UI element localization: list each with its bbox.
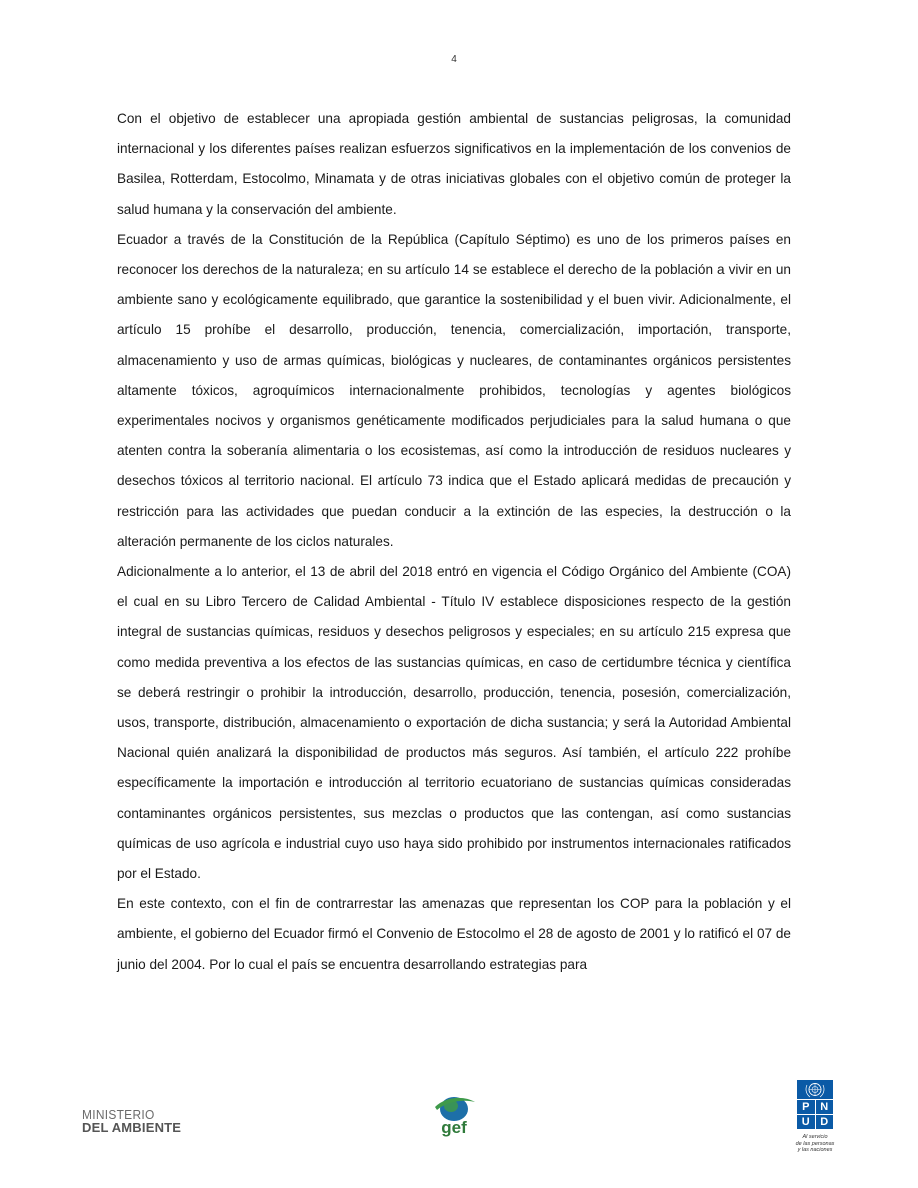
undp-letter-grid (797, 1100, 833, 1129)
undp-tagline (795, 1134, 835, 1154)
undp-letter-d: D (816, 1115, 834, 1129)
undp-letter-n: N (816, 1100, 834, 1114)
ministerio-logo-line1: MINISTERIO (82, 1107, 155, 1122)
paragraph-1: Con el objetivo de establecer una apropiada gestión ambiental de sustancias peligrosas, la comunidad internacional y los diferentes países realizan esfuerzos significativos en la implementación de los convenios de Basilea, Rotterdam, Estocolmo, Minamata y de otras iniciativas globales con el objetivo común de proteger la salud humana y la conservación del ambiente. (117, 111, 791, 217)
paragraph-4: En este contexto, con el fin de contrarrestar las amenazas que representan los COP para la población y el ambiente, el gobierno del Ecuador firmó el Convenio de Estocolmo el 28 de agosto de 2001 y lo ratificó el 07 de junio del 2004. Por lo cual el país se encuentra desarrollando estrategias para (117, 896, 791, 972)
gef-logo (431, 1093, 477, 1143)
undp-tagline-line2: de las personas (795, 1140, 835, 1147)
undp-letter-p: P (797, 1100, 815, 1114)
ministerio-logo (82, 1108, 181, 1134)
gef-logo-text: gef (441, 1118, 467, 1137)
undp-logo (797, 1080, 833, 1154)
page-footer (0, 1075, 918, 1185)
ministerio-logo-line2: DEL AMBIENTE (82, 1120, 182, 1135)
undp-tagline-line3: y las naciones (797, 1147, 833, 1153)
body-text (117, 104, 791, 980)
paragraph-3: Adicionalmente a lo anterior, el 13 de abril del 2018 entró en vigencia el Código Orgánico del Ambiente (COA) el cual en su Libro Tercero de Calidad Ambiental - Título IV establece disposiciones respecto de la gestión integral de sustancias químicas, residuos y desechos peligrosos y especiales; en su artículo 215 expresa que como medida preventiva a los efectos de las sustancias químicas, en caso de certidumbre técnica y científica se deberá restringir o prohibir la introducción, desarrollo, producción, tenencia, posesión, comercialización, usos, transporte, distribución, almacenamiento o exportación de dicha sustancia; y será la Autoridad Ambiental Nacional quién analizará la disponibilidad de productos más seguros. Así también, el artículo 222 prohíbe específicamente la importación e introducción al territorio ecuatoriano de sustancias químicas consideradas contaminantes orgánicos persistentes, sus mezclas o productos que las contengan, así como sustancias químicas de uso agrícola e industrial cuyo uso haya sido prohibido por instrumentos internacionales ratificados por el Estado. (117, 564, 791, 882)
paragraph-2: Ecuador a través de la Constitución de la República (Capítulo Séptimo) es uno de los primeros países en reconocer los derechos de la naturaleza; en su artículo 14 se establece el derecho de la población a vivir en un ambiente sano y ecológicamente equilibrado, que garantice la sostenibilidad y el buen vivir. Adicionalmente, el artículo 15 prohíbe el desarrollo, producción, tenencia, comercialización, importación, transporte, almacenamiento y uso de armas químicas, biológicas y nucleares, de contaminantes orgánicos persistentes altamente tóxicos, agroquímicos internacionalmente prohibidos, tecnologías y agentes biológicos experimentales nocivos y organismos genéticamente modificados perjudiciales para la salud humana o que atenten contra la soberanía alimentaria o los ecosistemas, así como la introducción de residuos nucleares y desechos tóxicos al territorio nacional. El artículo 73 indica que el Estado aplicará medidas de precaución y restricción para las actividades que puedan conducir a la extinción de las especies, la destrucción o la alteración permanente de los ciclos naturales. (117, 231, 791, 549)
undp-emblem-box (797, 1080, 833, 1099)
un-emblem-icon (797, 1080, 833, 1099)
page-number: 4 (451, 54, 457, 65)
undp-letter-u: U (797, 1115, 815, 1129)
undp-tagline-line1: Al servicio (802, 1134, 828, 1140)
